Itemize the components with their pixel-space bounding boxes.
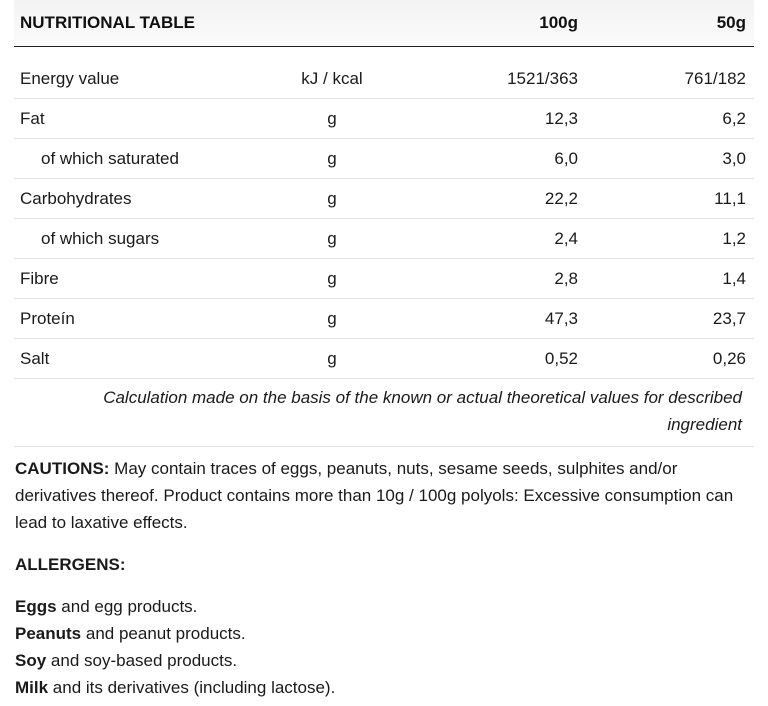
value-100g: 22,2 [544, 188, 578, 208]
allergen-description: and peanut products. [81, 624, 246, 643]
allergen-description: and its derivatives (including lactose). [48, 678, 336, 697]
table-row [14, 99, 754, 139]
nutrient-unit: kJ / kcal [301, 68, 363, 88]
allergen-description: and egg products. [56, 597, 198, 616]
value-100g: 47,3 [544, 308, 578, 328]
nutrition-table [14, 0, 754, 447]
table-row [14, 219, 754, 259]
nutrient-unit: g [327, 188, 337, 208]
allergen-name: Soy [15, 651, 47, 670]
value-50g: 3,0 [722, 148, 746, 168]
allergen-name: Milk [15, 678, 49, 697]
table-row [14, 299, 754, 339]
nutrient-unit: g [327, 148, 337, 168]
value-50g: 11,1 [714, 188, 746, 208]
nutrient-unit: g [327, 348, 337, 368]
cautions-label: CAUTIONS: [15, 459, 110, 478]
value-50g: 761/182 [684, 68, 746, 88]
header-100g: 100g [539, 13, 578, 32]
nutrient-unit: g [327, 268, 337, 288]
allergens-title: ALLERGENS: [15, 555, 126, 574]
table-row [14, 139, 754, 179]
calculation-note-line1: Calculation made on the basis of the known or actual theoretical values for described [103, 388, 742, 407]
allergen-name: Eggs [15, 597, 57, 616]
table-header [14, 0, 754, 47]
nutrient-name: Salt [20, 348, 50, 368]
nutrient-name: of which saturated [41, 148, 179, 168]
calculation-note-line2: ingredient [667, 415, 742, 434]
value-50g: 1,2 [722, 228, 746, 248]
value-100g: 1521/363 [507, 68, 578, 88]
allergen-description: and soy-based products. [46, 651, 238, 670]
value-50g: 6,2 [722, 108, 746, 128]
allergen-list [15, 593, 335, 701]
value-50g: 1,4 [722, 268, 746, 288]
allergen-name: Peanuts [15, 624, 82, 643]
nutrient-unit: g [327, 108, 337, 128]
list-item [15, 593, 335, 620]
nutrient-name: Fat [20, 108, 45, 128]
list-item [15, 674, 335, 701]
header-50g: 50g [716, 13, 746, 32]
table-row [14, 339, 754, 379]
nutrient-unit: g [327, 228, 337, 248]
cautions-paragraph [15, 455, 755, 536]
nutrient-name: Fibre [20, 268, 59, 288]
nutrient-name: Carbohydrates [20, 188, 132, 208]
value-100g: 2,4 [554, 228, 578, 248]
value-100g: 6,0 [554, 148, 578, 168]
value-100g: 2,8 [554, 268, 578, 288]
value-100g: 0,52 [544, 348, 578, 368]
value-100g: 12,3 [544, 108, 578, 128]
nutrient-name: Energy value [20, 68, 120, 88]
list-item [15, 647, 335, 674]
nutrient-name: Proteín [20, 308, 75, 328]
list-item [15, 620, 335, 647]
table-row [14, 179, 754, 219]
table-row [14, 259, 754, 299]
value-50g: 0,26 [712, 348, 746, 368]
nutrient-name: of which sugars [41, 228, 160, 248]
cautions-text: May contain traces of eggs, peanuts, nuts, sesame seeds, sulphites and/or derivatives thereof. Product contains more than 10g / 100g polyols: Excessive consumption can lead to laxative effects. [15, 459, 734, 532]
table-row [14, 59, 754, 99]
table-title: NUTRITIONAL TABLE [20, 13, 196, 32]
nutrient-unit: g [327, 308, 337, 328]
value-50g: 23,7 [712, 308, 746, 328]
calculation-note [14, 379, 754, 447]
